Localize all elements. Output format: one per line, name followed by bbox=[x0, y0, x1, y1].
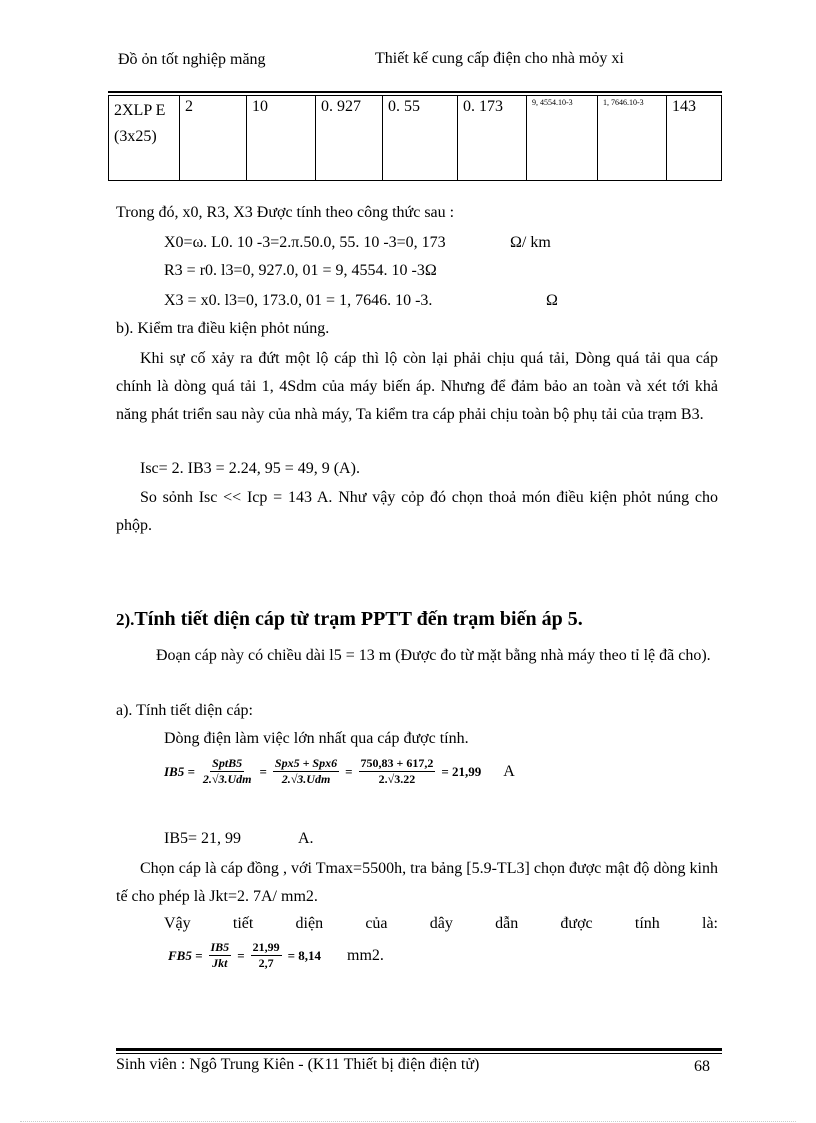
formula-x3: X3 = x0. l3=0, 173.0, 01 = 1, 7646. 10 -3. bbox=[164, 292, 433, 309]
table-cell: 0. 927 bbox=[316, 96, 383, 181]
eq2-unit: mm2. bbox=[347, 946, 384, 964]
eq2-equals: = bbox=[237, 947, 245, 963]
formula-x3-unit: Ω bbox=[546, 292, 558, 309]
eq1-fraction-1 bbox=[201, 756, 254, 787]
table-cell: 9, 4554.10-3 bbox=[527, 96, 598, 181]
eq1-fraction-2 bbox=[273, 756, 339, 787]
eq1-equals-2: = bbox=[345, 763, 353, 779]
eq1-f3-num: 750,83 + 617,2 bbox=[360, 756, 434, 770]
eq1-equals: = bbox=[259, 763, 267, 779]
eq2-lhs: FB5 = bbox=[168, 947, 203, 963]
equation-fb5 bbox=[168, 940, 384, 971]
section-2-heading bbox=[116, 608, 583, 631]
table-cell: 2 bbox=[180, 96, 247, 181]
formula-x0-unit: Ω/ km bbox=[510, 234, 551, 251]
eq2-f1-den: Jkt bbox=[212, 956, 228, 970]
formula-isc: Isc= 2. IB3 = 2.24, 95 = 49, 9 (A). bbox=[140, 460, 360, 477]
eq1-f1-den: 2.√3.Udm bbox=[202, 772, 252, 786]
eq1-f2-num: Spx5 + Spx6 bbox=[274, 756, 338, 770]
eq2-result: = 8,14 bbox=[287, 947, 322, 963]
section-b-title: b). Kiểm tra điều kiện phỏt núng. bbox=[116, 320, 330, 337]
table-cell: 1, 7646.10-3 bbox=[598, 96, 667, 181]
section-2-title: Tính tiết diện cáp từ trạm PPTT đến trạm biến áp 5. bbox=[134, 608, 583, 630]
formula-x0: X0=ω. L0. 10 -3=2.π.50.0, 55. 10 -3=0, 173 bbox=[164, 234, 446, 251]
eq2-fraction-1 bbox=[209, 940, 232, 971]
section-2-intro: Đoạn cáp này có chiều dài l5 = 13 m (Được đo từ mặt bằng nhà máy theo tỉ lệ đã cho). bbox=[156, 647, 711, 664]
eq1-f2-den: 2.√3.Udm bbox=[281, 772, 331, 786]
page-edge-divider bbox=[20, 1121, 796, 1122]
choose-paragraph: Chọn cáp là cáp đồng , với Tmax=5500h, tra bảng [5.9-TL3] chọn được mật độ dòng kinh tế cho phép là Jkt=2. 7A/ mm2. bbox=[116, 860, 718, 905]
table-cell: 2XLP E (3x25) bbox=[109, 96, 180, 181]
header-rule bbox=[108, 91, 722, 93]
eq1-result: = 21,99 bbox=[441, 763, 482, 779]
ib5-unit: A. bbox=[298, 830, 314, 847]
eq1-fraction-3 bbox=[359, 756, 436, 787]
header-left: Đồ ỏn tốt nghiệp măng bbox=[118, 51, 266, 68]
page-number: 68 bbox=[694, 1058, 710, 1075]
table-cell: 0. 173 bbox=[458, 96, 527, 181]
eq1-unit: A bbox=[503, 762, 515, 780]
footer-rule-thick bbox=[116, 1048, 722, 1051]
eq2-f2-num: 21,99 bbox=[252, 940, 280, 954]
eq2-f1-num: IB5 bbox=[210, 940, 230, 954]
eq2-fraction-2 bbox=[251, 940, 282, 971]
eq1-lhs: IB5 = bbox=[164, 763, 195, 779]
section-a-text: Dòng điện làm việc lớn nhất qua cáp được tính. bbox=[164, 730, 469, 747]
footer-text: Sinh viên : Ngô Trung Kiên - (K11 Thiết bị điện điện tử) bbox=[116, 1056, 480, 1073]
eq1-f3-den: 2.√3.22 bbox=[378, 772, 416, 786]
table-cell: 143 bbox=[667, 96, 722, 181]
eq1-f1-num: SptB5 bbox=[212, 756, 243, 770]
formula-r3: R3 = r0. l3=0, 927.0, 01 = 9, 4554. 10 -3Ω bbox=[164, 262, 437, 279]
section-a-title: a). Tính tiết diện cáp: bbox=[116, 702, 253, 719]
intro-text: Trong đó, x0, R3, X3 Được tính theo công thức sau : bbox=[116, 204, 455, 221]
section-2-number: 2). bbox=[116, 610, 135, 629]
cable-table bbox=[108, 95, 722, 181]
equation-ib5 bbox=[164, 756, 515, 787]
header-right: Thiết kế cung cấp điện cho nhà mỏy xi bbox=[375, 50, 624, 67]
footer-rule-thin bbox=[116, 1053, 722, 1054]
vay-line: Vậy tiết diện của dây dẫn được tính là: bbox=[164, 915, 718, 932]
ib5-value: IB5= 21, 99 bbox=[164, 830, 242, 847]
compare-paragraph: So sỏnh Isc << Icp = 143 A. Như vậy cỏp đó chọn thoả món điều kiện phỏt núng cho phộp. bbox=[116, 489, 718, 534]
table-cell: 0. 55 bbox=[383, 96, 458, 181]
section-b-paragraph: Khi sự cố xảy ra đứt một lộ cáp thì lộ còn lại phải chịu quá tải, Dòng quá tải qua cáp chính là dòng quá tải 1, 4Sdm của máy biến áp. Nhưng để đảm bảo an toàn và xét tới khả năng phát triển sau này của nhà máy, Ta kiểm tra cáp phải chịu toàn bộ phụ tải của trạm B3. bbox=[116, 350, 718, 423]
table-row bbox=[109, 96, 722, 181]
table-cell: 10 bbox=[247, 96, 316, 181]
eq2-f2-den: 2,7 bbox=[258, 956, 274, 970]
